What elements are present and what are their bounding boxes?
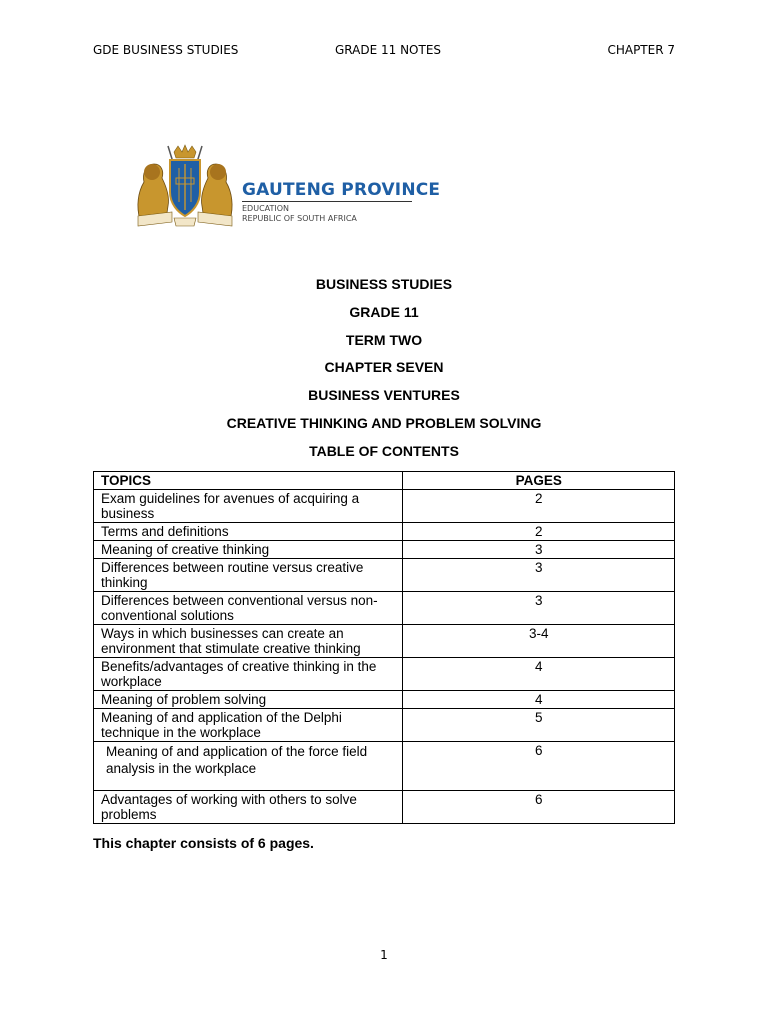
table-row bbox=[94, 691, 675, 709]
title-unit: BUSINESS VENTURES bbox=[308, 387, 460, 404]
pages-cell: 2 bbox=[402, 523, 674, 541]
topic-cell: Advantages of working with others to solve problems bbox=[94, 791, 403, 824]
logo-department: EDUCATION bbox=[242, 204, 290, 213]
topic-cell: Benefits/advantages of creative thinking in the workplace bbox=[94, 658, 403, 691]
pages-cell: 6 bbox=[402, 791, 674, 824]
column-header-pages: PAGES bbox=[402, 472, 674, 490]
logo-text-block bbox=[242, 180, 440, 224]
pages-cell: 4 bbox=[402, 691, 674, 709]
header-chapter: CHAPTER 7 bbox=[607, 43, 675, 57]
table-header-row bbox=[94, 472, 675, 490]
table-row bbox=[94, 541, 675, 559]
table-row bbox=[94, 592, 675, 625]
topic-cell: Differences between routine versus creative thinking bbox=[94, 559, 403, 592]
logo-divider bbox=[242, 201, 412, 202]
topic-cell: Exam guidelines for avenues of acquiring a business bbox=[94, 490, 403, 523]
title-topic: CREATIVE THINKING AND PROBLEM SOLVING bbox=[226, 414, 542, 431]
gauteng-province-logo bbox=[132, 142, 441, 230]
table-row bbox=[94, 742, 675, 791]
chapter-length-note: This chapter consists of 6 pages. bbox=[93, 835, 314, 851]
topic-cell: Meaning of creative thinking bbox=[94, 541, 403, 559]
title-grade: GRADE 11 bbox=[349, 303, 419, 320]
topic-cell: Meaning of and application of the Delphi technique in the workplace bbox=[94, 709, 403, 742]
pages-cell: 3 bbox=[402, 559, 674, 592]
pages-cell: 5 bbox=[402, 709, 674, 742]
page-header bbox=[93, 43, 675, 59]
logo-country: REPUBLIC OF SOUTH AFRICA bbox=[242, 214, 357, 223]
table-row bbox=[94, 791, 675, 824]
table-row bbox=[94, 709, 675, 742]
table-row bbox=[94, 658, 675, 691]
pages-cell: 3-4 bbox=[402, 625, 674, 658]
title-chapter: CHAPTER SEVEN bbox=[324, 359, 444, 376]
pages-cell: 3 bbox=[402, 592, 674, 625]
pages-cell: 6 bbox=[402, 742, 674, 791]
logo-title: GAUTENG PROVINCE bbox=[242, 180, 441, 200]
pages-cell: 4 bbox=[402, 658, 674, 691]
topic-cell: Meaning of problem solving bbox=[94, 691, 403, 709]
pages-cell: 3 bbox=[402, 541, 674, 559]
header-grade-notes: GRADE 11 NOTES bbox=[335, 43, 442, 57]
topic-cell: Terms and definitions bbox=[94, 523, 403, 541]
document-titles bbox=[93, 272, 675, 467]
table-row bbox=[94, 523, 675, 541]
pages-cell: 2 bbox=[402, 490, 674, 523]
title-term: TERM TWO bbox=[345, 331, 423, 348]
topic-cell: Ways in which businesses can create an environment that stimulate creative thinking bbox=[94, 625, 403, 658]
table-row bbox=[94, 559, 675, 592]
topic-cell: Differences between conventional versus non-conventional solutions bbox=[94, 592, 403, 625]
table-row bbox=[94, 490, 675, 523]
topic-cell: Meaning of and application of the force field analysis in the workplace bbox=[94, 742, 403, 791]
coat-of-arms-icon bbox=[132, 142, 238, 228]
title-table-of-contents: TABLE OF CONTENTS bbox=[309, 442, 459, 459]
title-subject: BUSINESS STUDIES bbox=[315, 276, 453, 292]
table-row bbox=[94, 625, 675, 658]
page-number: 1 bbox=[380, 948, 388, 962]
table-of-contents bbox=[93, 471, 675, 824]
header-subject: GDE BUSINESS STUDIES bbox=[93, 43, 239, 57]
column-header-topics: TOPICS bbox=[94, 472, 403, 490]
